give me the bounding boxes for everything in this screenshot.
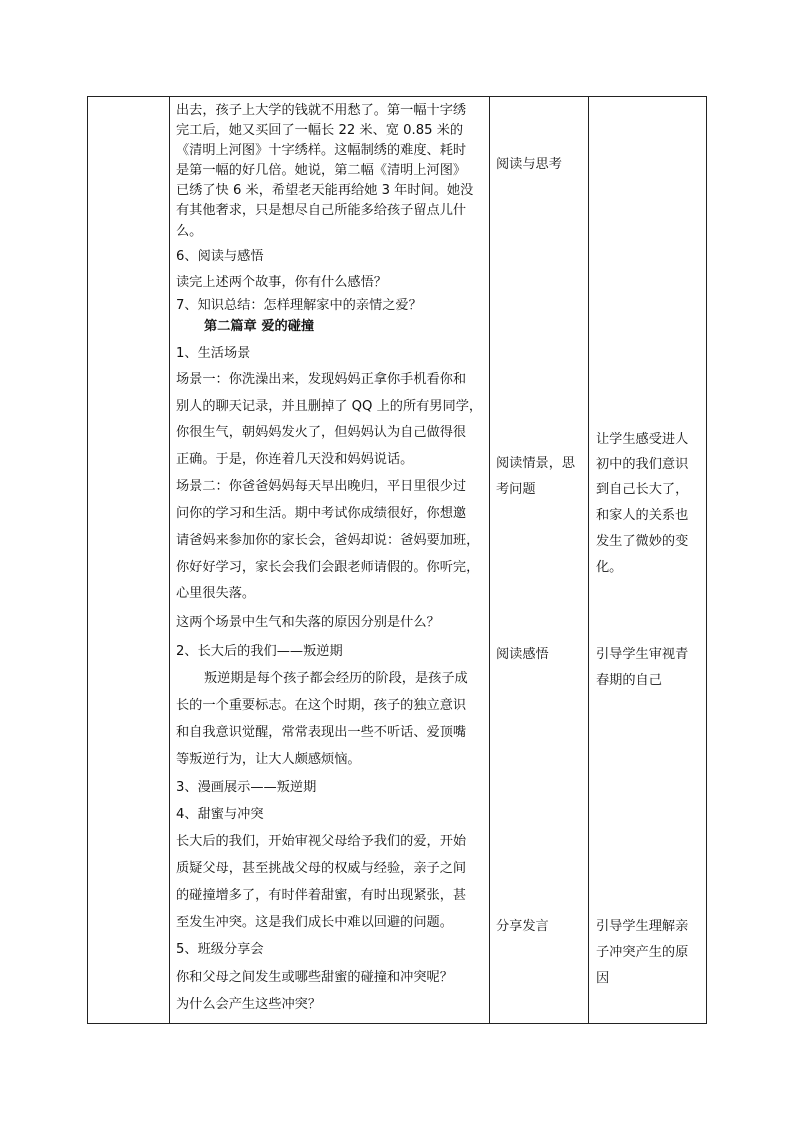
intent-text: 初中的我们意识 — [596, 457, 689, 472]
activity-text: 分享发言 — [496, 919, 549, 934]
content-line: 3、漫画展示——叛逆期 — [176, 780, 317, 795]
content-line: 《清明上河图》十字绣样。这幅制绣的难度、耗时 — [176, 143, 467, 158]
intent-text: 化。 — [596, 560, 623, 575]
content-line: 你和父母之间发生或哪些甜蜜的碰撞和冲突呢？ — [176, 970, 453, 985]
design-intent-cell — [589, 97, 708, 1023]
content-line: 2、长大后的我们——叛逆期 — [176, 644, 343, 659]
content-line: 1、生活场景 — [176, 346, 251, 361]
intent-text: 引导学生理解亲 — [596, 919, 689, 934]
content-line: 长的一个重要标志。在这个时期，孩子的独立意识 — [176, 698, 467, 713]
content-line: 和自我意识觉醒，常常表现出一些不听话、爱顶嘴 — [176, 725, 467, 740]
content-line: 叛逆期是每个孩子都会经历的阶段，是孩子成 — [204, 671, 468, 686]
content-line: 质疑父母，甚至挑战父母的权威与经验，亲子之间 — [176, 861, 467, 876]
content-line: 是第一幅的好几倍。她说，第二幅《清明上河图》 — [176, 163, 467, 178]
content-line: 心里很失落。 — [176, 586, 256, 601]
intent-text: 因 — [596, 971, 610, 986]
content-line: 的碰撞增多了，有时伴着甜蜜，有时出现紧张，甚 — [176, 888, 467, 903]
intent-text: 子冲突产生的原 — [596, 945, 689, 960]
content-line: 4、甜蜜与冲突 — [176, 807, 264, 822]
content-line: 场景一：你洗澡出来，发现妈妈正拿你手机看你和 — [176, 372, 467, 387]
content-line: 你很生气，朝妈妈发火了，但妈妈认为自己做得很 — [176, 425, 467, 440]
content-line: 长大后的我们，开始审视父母给予我们的爱，开始 — [176, 834, 467, 849]
content-line: 读完上述两个故事，你有什么感悟？ — [176, 275, 387, 290]
content-line: 6、阅读与感悟 — [176, 249, 264, 264]
content-line: 你好好学习，家长会我们会跟老师请假的。你听完， — [176, 560, 480, 575]
content-line: 正确。于是，你连着几天没和妈妈说话。 — [176, 452, 414, 467]
intent-text: 到自己长大了， — [596, 482, 689, 497]
content-line: 出去，孩子上大学的钱就不用愁了。第一幅十字绣 — [176, 103, 467, 118]
intent-text: 让学生感受进人 — [596, 432, 689, 447]
content-line: 有其他奢求，只是想尽自己所能多给孩子留点儿什 — [176, 203, 467, 218]
empty-left-cell — [88, 97, 169, 1023]
lesson-plan-table — [87, 96, 707, 1024]
activity-text: 阅读与思考 — [496, 157, 562, 172]
intent-text: 春期的自己 — [596, 673, 662, 688]
teaching-content-cell — [170, 97, 490, 1023]
content-line: 别人的聊天记录，并且删掉了 QQ 上的所有男同学， — [176, 399, 483, 414]
content-line: 5、班级分享会 — [176, 942, 264, 957]
content-line: 问你的学习和生活。期中考试你成绩很好，你想邀 — [176, 506, 467, 521]
content-line: 场景二：你爸爸妈妈每天早出晚归，平日里很少过 — [176, 479, 467, 494]
intent-text: 引导学生审视青 — [596, 647, 689, 662]
content-line: 7、知识总结：怎样理解家中的亲情之爱？ — [176, 298, 422, 313]
content-line: 为什么会产生这些冲突？ — [176, 997, 322, 1012]
intent-text: 和家人的关系也 — [596, 508, 689, 523]
intent-text: 发生了微妙的变 — [596, 534, 689, 549]
content-line: 么。 — [176, 224, 203, 239]
content-line: 已绣了快 6 米，希望老天能再给她 3 年时间。她没 — [176, 183, 474, 198]
activity-text: 阅读感悟 — [496, 647, 549, 662]
student-activity-cell — [490, 97, 588, 1023]
activity-text: 考问题 — [496, 482, 536, 497]
content-line: 这两个场景中生气和失落的原因分别是什么？ — [176, 615, 440, 630]
content-line: 等叛逆行为，让大人颇感烦恼。 — [176, 752, 361, 767]
content-line: 请爸妈来参加你的家长会，爸妈却说：爸妈要加班， — [176, 533, 480, 548]
content-line: 至发生冲突。这是我们成长中难以回避的问题。 — [176, 915, 453, 930]
content-line: 完工后，她又买回了一幅长 22 米、宽 0.85 米的 — [176, 123, 464, 138]
section-heading: 第二篇章 爱的碰撞 — [204, 319, 315, 334]
activity-text: 阅读情景，思 — [496, 456, 576, 471]
